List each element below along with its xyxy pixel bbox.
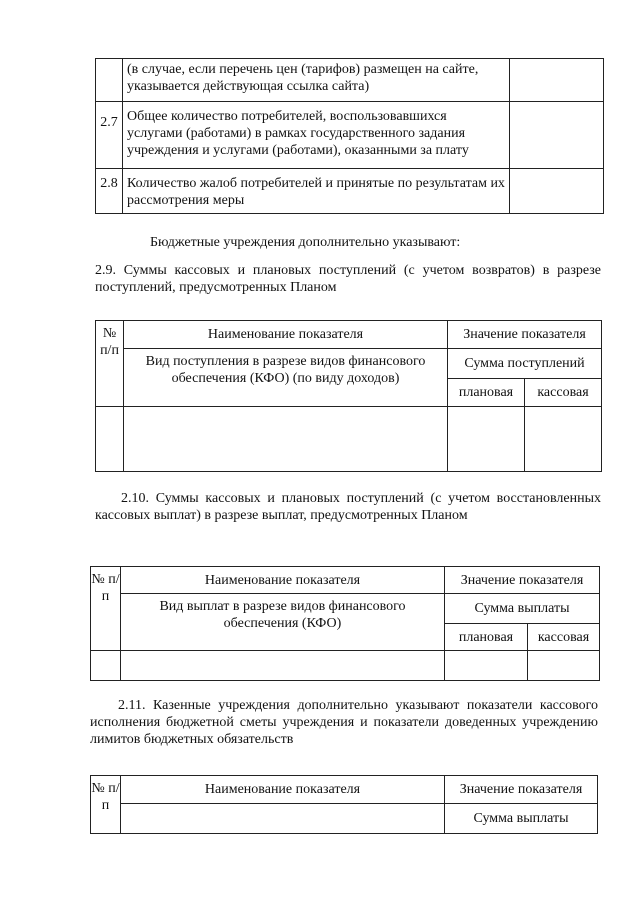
sub-name-header: Вид поступления в разрезе видов финансового обеспечения (КФО) (по виду доходов) (124, 349, 448, 407)
table-row (96, 59, 604, 102)
section-2-9-text: 2.9. Суммы кассовых и плановых поступлений (с учетом возвратов) в разрезе поступлений, предусмотренных Планом (95, 263, 601, 295)
sub-value-header: Сумма поступлений (448, 349, 602, 379)
col-value-header: Значение показателя (445, 776, 598, 804)
row-text: (в случае, если перечень цен (тарифов) размещен на сайте, указывается действующая ссылка сайта) (123, 59, 510, 102)
row-text: Количество жалоб потребителей и принятые по результатам их рассмотрения меры (123, 169, 510, 214)
col-name-header: Наименование показателя (121, 567, 445, 594)
row-text: Общее количество потребителей, воспользовавшихся услугами (работами) в рамках государственного задания учреждения и услугами (работами), оказанными за плату (123, 102, 510, 169)
col-value-header: Значение показателя (448, 321, 602, 349)
cash-header: кассовая (525, 379, 602, 407)
row-number: 2.7 (96, 102, 123, 169)
col-name-header: Наименование показателя (121, 776, 445, 804)
section-2-11-text: 2.11. Казенные учреждения дополнительно указывают показатели кассового исполнения бюджетной сметы учреждения и показатели доведенных учреждению лимитов бюджетных обязательств (90, 698, 598, 747)
planned-header: плановая (445, 624, 528, 651)
row-value (510, 169, 604, 214)
table-row (96, 407, 602, 472)
row-value (510, 102, 604, 169)
sub-value-header: Сумма выплаты (445, 594, 600, 624)
table-2-10 (90, 566, 600, 681)
table-2-11 (90, 775, 598, 834)
row-value (510, 59, 604, 102)
col-value-header: Значение показателя (445, 567, 600, 594)
table-2-9 (95, 320, 602, 472)
cash-header: кассовая (528, 624, 600, 651)
table-row (91, 651, 600, 681)
col-name-header: Наименование показателя (124, 321, 448, 349)
col-num-header: № п/п (91, 567, 121, 651)
section-2-10-text: 2.10. Суммы кассовых и плановых поступлений (с учетом восстановленных кассовых выплат) в разрезе выплат, предусмотренных Планом (95, 491, 601, 523)
col-num-header: № п/п (96, 321, 124, 407)
table-continued (95, 58, 604, 214)
col-num-header: № п/п (91, 776, 121, 834)
sub-name-header: Вид выплат в разрезе видов финансового обеспечения (КФО) (121, 594, 445, 651)
planned-header: плановая (448, 379, 525, 407)
row-number (96, 59, 123, 102)
row-number: 2.8 (96, 169, 123, 214)
sub-value-header: Сумма выплаты (445, 804, 598, 834)
table-row (96, 102, 604, 169)
budget-intro: Бюджетные учреждения дополнительно указывают: (150, 235, 461, 250)
table-row (96, 169, 604, 214)
